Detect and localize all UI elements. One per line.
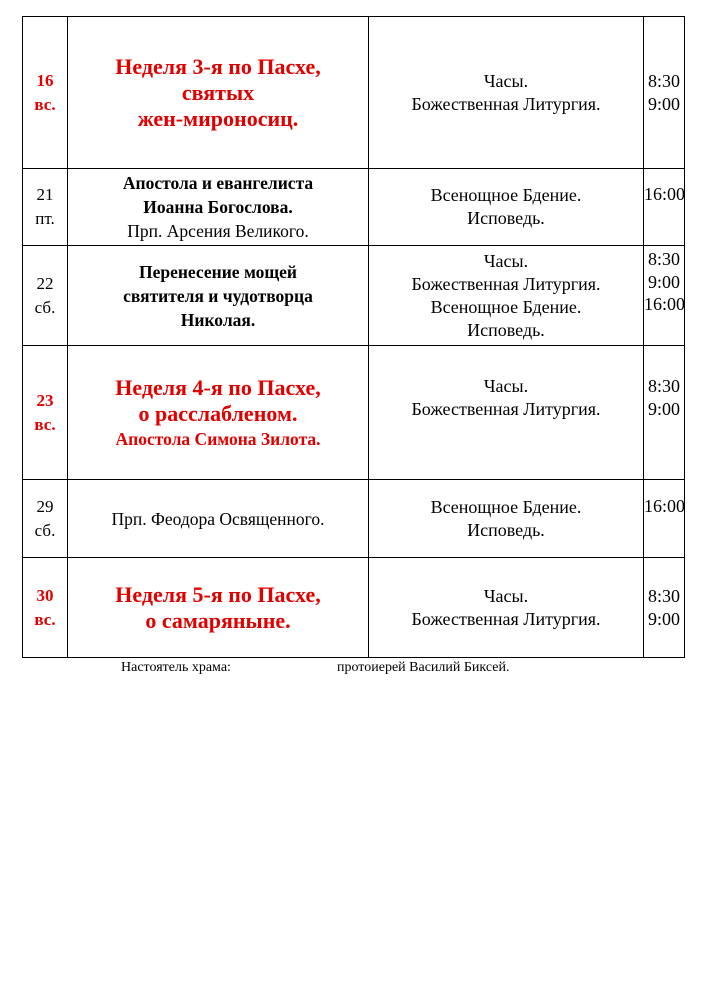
feast-line: святителя и чудотворца [123, 285, 313, 306]
feast-line: Апостола и евангелиста [122, 173, 314, 193]
feast-cell [68, 480, 369, 558]
schedule-row [23, 558, 685, 658]
service-line: Часы. [483, 250, 529, 271]
service-line: Всенощное Бдение. [430, 185, 582, 205]
day-number: 22 [36, 273, 54, 293]
day-number: 23 [36, 390, 54, 410]
services-cell [369, 558, 644, 658]
service-line: Всенощное Бдение. [430, 296, 582, 317]
service-line: Исповедь. [467, 519, 545, 540]
services-cell [369, 17, 644, 169]
service-line: Божественная Литургия. [411, 399, 601, 419]
service-line: Божественная Литургия. [411, 608, 601, 629]
weekday: сб. [34, 520, 56, 540]
time-value: 9:00 [647, 398, 680, 419]
date-cell [23, 480, 68, 558]
feast-cell [68, 17, 369, 169]
times-cell [644, 346, 685, 480]
schedule-row [23, 346, 685, 480]
service-line: Всенощное Бдение. [430, 496, 582, 517]
day-number: 16 [36, 70, 54, 90]
weekday: сб. [34, 297, 56, 317]
rector-title: Настоятель храма: [121, 660, 231, 675]
schedule-table [22, 16, 685, 658]
time-value: 8:30 [647, 71, 680, 91]
times-cell [644, 17, 685, 169]
service-line: Часы. [483, 70, 529, 91]
feast-cell [68, 169, 369, 246]
time-value: 9:00 [647, 608, 680, 629]
service-line: Часы. [483, 585, 529, 606]
time-value: 8:30 [647, 376, 680, 396]
time-value: 16:00 [644, 184, 686, 204]
weekday: вс. [34, 609, 56, 629]
times-cell [644, 480, 685, 558]
feast-cell [68, 346, 369, 480]
services-cell [369, 346, 644, 480]
feast-line: Прп. Феодора Освященного. [111, 508, 325, 529]
schedule-row [23, 246, 685, 346]
weekday: вс. [34, 414, 56, 434]
feast-line: Неделя 5-я по Пасхе, [115, 581, 321, 607]
services-cell [369, 169, 644, 246]
schedule-row [23, 17, 685, 169]
date-cell [23, 346, 68, 480]
feast-line: о самаряныне. [145, 607, 291, 633]
feast-line: о расслабленом. [138, 400, 298, 426]
times-cell [644, 246, 685, 346]
times-cell [644, 558, 685, 658]
day-number: 21 [36, 185, 54, 204]
feast-line: святых [181, 79, 255, 105]
feast-line: Апостола Симона Зилота. [115, 428, 321, 449]
feast-line: Неделя 3-я по Пасхе, [115, 53, 321, 79]
times-cell [644, 169, 685, 246]
time-value: 8:30 [647, 249, 680, 269]
service-line: Исповедь. [467, 208, 545, 228]
weekday: пт. [35, 209, 55, 228]
date-cell [23, 558, 68, 658]
schedule-row [23, 169, 685, 246]
weekday: вс. [34, 94, 56, 114]
time-value: 16:00 [644, 294, 686, 314]
time-value: 16:00 [644, 496, 686, 516]
feast-line: Перенесение мощей [138, 261, 298, 282]
service-line: Исповедь. [467, 319, 545, 340]
feast-cell [68, 246, 369, 346]
feast-line: жен-мироносиц. [137, 105, 299, 131]
feast-line: Прп. Арсения Великого. [127, 221, 309, 241]
feast-line: Неделя 4-я по Пасхе, [115, 374, 321, 400]
time-value: 9:00 [647, 93, 680, 114]
services-cell [369, 246, 644, 346]
service-line: Божественная Литургия. [411, 273, 601, 294]
services-cell [369, 480, 644, 558]
service-line: Часы. [483, 376, 529, 396]
schedule-row [23, 480, 685, 558]
day-number: 29 [36, 496, 54, 516]
feast-cell [68, 558, 369, 658]
time-value: 9:00 [647, 271, 680, 292]
rector-name: протоиерей Василий Биксей. [337, 660, 510, 675]
date-cell [23, 169, 68, 246]
date-cell [23, 246, 68, 346]
time-value: 8:30 [647, 586, 680, 606]
feast-line: Иоанна Богослова. [143, 197, 293, 217]
feast-line: Николая. [180, 309, 256, 330]
date-cell [23, 17, 68, 169]
service-line: Божественная Литургия. [411, 93, 601, 114]
day-number: 30 [36, 585, 54, 605]
